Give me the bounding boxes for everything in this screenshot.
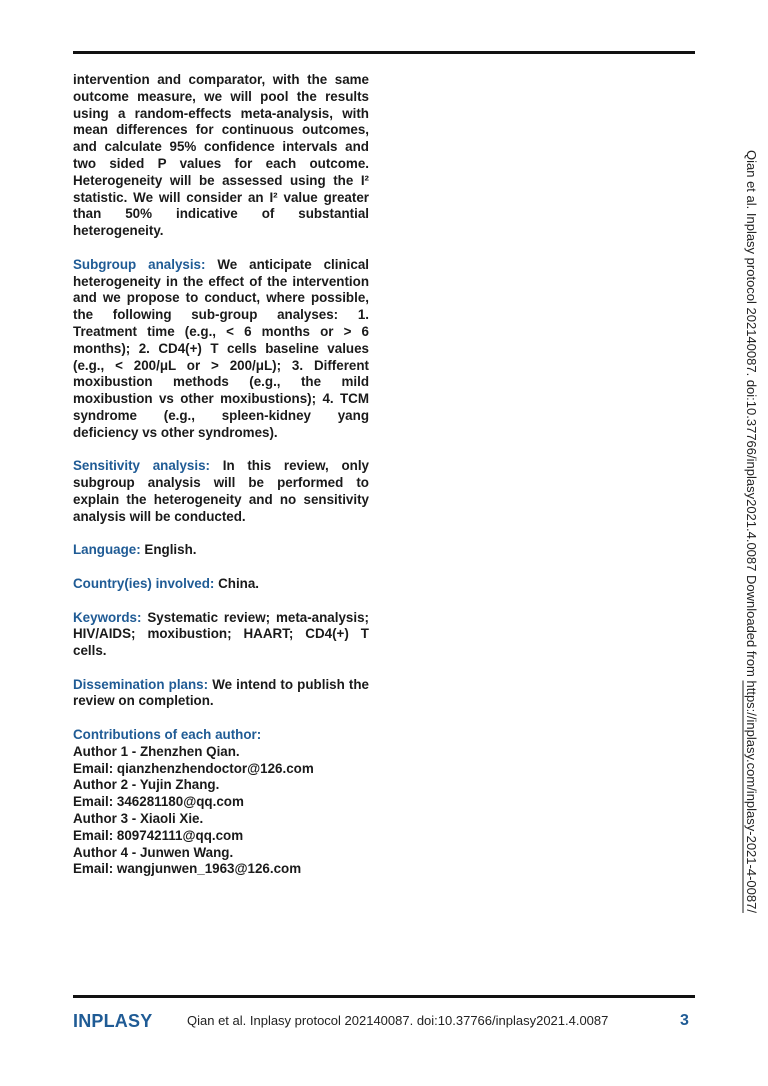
keywords-section [73,610,369,660]
body-column [73,72,369,878]
footer-citation: Qian et al. Inplasy protocol 202140087. doi:10.37766/inplasy2021.4.0087 [187,1013,609,1028]
contribution-line: Email: qianzhenzhendoctor@126.com [73,760,314,776]
section-heading: Sensitivity analysis: [73,458,211,474]
contribution-line: Author 4 - Junwen Wang. [73,844,234,860]
subgroup-analysis-section [73,257,369,442]
section-text: In this review, only subgroup analysis will be performed to explain the heterogeneity and no sensitivity analysis will be conducted. [73,458,370,524]
page-number: 3 [680,1012,689,1029]
contribution-line: Author 2 - Yujin Zhang. [73,777,220,793]
section-text: China. [214,575,260,591]
contribution-line: Author 1 - Zhenzhen Qian. [73,743,240,759]
journal-brand: INPLASY [73,1011,153,1031]
side-download-note [744,150,759,913]
section-heading: Subgroup analysis: [73,256,206,272]
side-note-text: Qian et al. Inplasy protocol 202140087. doi:10.37766/inplasy2021.4.0087 Downloaded from [744,150,759,681]
section-heading: Dissemination plans: [73,676,209,692]
contribution-line: Email: 809742111@qq.com [73,827,244,843]
download-link[interactable]: https://inplasy.com/inplasy-2021-4-0087/ [744,680,759,913]
language-section [73,542,369,559]
contribution-line: Email: 346281180@qq.com [73,794,244,810]
section-heading: Country(ies) involved: [73,575,215,591]
section-text: English. [140,542,197,558]
section-text: Systematic review; meta-analysis; HIV/AIDS; moxibustion; HAART; CD4(+) T cells. [73,609,369,659]
contributions-section [73,727,369,878]
contribution-line: Author 3 - Xiaoli Xie. [73,811,204,827]
section-text: We anticipate clinical heterogeneity in the effect of the intervention and we propose to conduct, where possible, the following sub-group analyses: 1. Treatment time (e.g., < 6 months or > 6 months); 2. CD4(+) T cells baseline values (e.g., < 200/μL or > 200/μL); 3. Different moxibustion methods (e.g., the mild moxibustion vs other moxibustions); 4. TCM syndrome (e.g., spleen-kidney yang deficiency vs other syndromes). [73,256,369,440]
header-rule [73,51,695,54]
countries-section [73,576,369,593]
intro-paragraph: intervention and comparator, with the same outcome measure, we will pool the results using a random-effects meta-analysis, with mean differences for continuous outcomes, and calculate 95% confidence intervals and two sided P values for each outcome. Heterogeneity will be assessed using the I² statistic. We will consider an I² value greater than 50% indicative of substantial heterogeneity. [73,72,369,239]
sensitivity-analysis-section [73,458,369,525]
contribution-line: Email: wangjunwen_1963@126.com [73,861,302,877]
section-heading: Language: [73,542,141,558]
section-text: We intend to publish the review on completion. [73,676,369,709]
section-heading: Keywords: [73,609,142,625]
contributions-heading: Contributions of each author: [73,727,262,743]
footer-rule [73,995,695,998]
dissemination-section [73,677,369,711]
